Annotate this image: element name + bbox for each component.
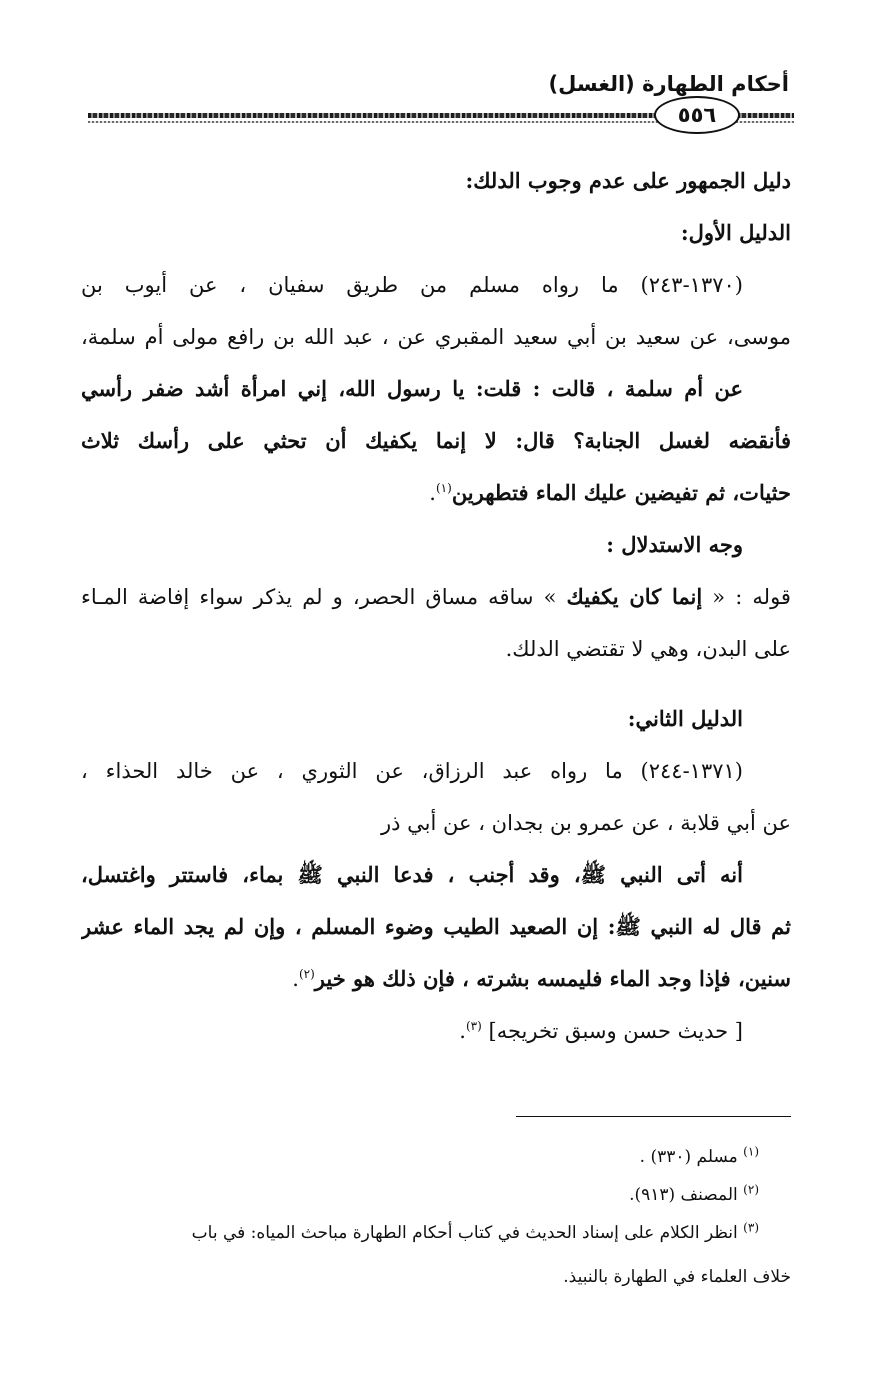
footnote-marker: (٢): [743, 1182, 759, 1197]
section-heading: دليل الجمهور على عدم وجوب الدلك:: [465, 168, 791, 193]
footnote: [81, 1138, 791, 1176]
first-proof-heading: الدليل الأول:: [680, 220, 791, 245]
inference-quote: إنما كان يكفيك: [566, 584, 703, 609]
hadith-chain-line: موسى، عن سعيد بن أبي سعيد المقبري عن ، عبد الله بن رافع مولى أم سلمة،: [81, 325, 791, 349]
footnote-text: انظر الكلام على إسناد الحديث في كتاب أحكام الطهارة مباحث المياه: في باب: [191, 1223, 738, 1243]
footnote: [81, 1214, 791, 1252]
inference-line: على البدن، وهي لا تقتضي الدلك.: [505, 637, 791, 661]
page-number: ٥٥٦: [654, 96, 740, 134]
hadith-text-line: أنه أتى النبي ﷺ، وقد أجنب ، فدعا النبي ﷺ بماء، فاستتر واغتسل،: [81, 862, 743, 887]
running-title: أحكام الطهارة (الغسل): [548, 72, 789, 96]
sentence-end: .: [459, 1019, 466, 1043]
footnote-text: مسلم (٣٣٠) .: [639, 1147, 738, 1167]
sentence-end: .: [292, 967, 299, 991]
hadith-grade-line: [81, 1005, 791, 1057]
hadith-text: سنين، فإذا وجد الماء فليمسه بشرته ، فإن ذلك هو خير: [314, 966, 791, 991]
hadith-text: حثيات، ثم تفيضين عليك الماء فتطهرين: [451, 480, 791, 505]
hadith-text-line: [81, 953, 791, 1005]
body-text: [81, 155, 791, 1057]
footnote-ref[interactable]: (٣): [465, 1019, 482, 1033]
hadith-grade: [ حديث حسن وسبق تخريجه]: [488, 1019, 743, 1043]
hadith-chain-line: عن أبي قلابة ، عن عمرو بن بجدان ، عن أبي ذر: [381, 811, 791, 835]
inference-suffix: » ساقه مساق الحصر، و لم يذكر سواء إفاضة المـاء: [81, 585, 557, 609]
sentence-end: .: [429, 481, 436, 505]
footnote-text: المصنف (٩١٣).: [629, 1185, 738, 1205]
inference-line: [81, 571, 791, 623]
footnote-ref[interactable]: (٢): [298, 967, 315, 981]
footnote-marker: (١): [743, 1144, 759, 1159]
hadith-chain-line: (١٣٧١-٢٤٤) ما رواه عبد الرزاق، عن الثوري ، عن خالد الحذاء ،: [81, 759, 743, 783]
footnote: [81, 1176, 791, 1214]
inference-prefix-text: قوله : «: [712, 585, 791, 609]
hadith-chain-line: (١٣٧٠-٢٤٣) ما رواه مسلم من طريق سفيان ، عن أيوب بن: [81, 273, 743, 297]
footnote-separator: [516, 1116, 791, 1117]
hadith-text-line: ثم قال له النبي ﷺ: إن الصعيد الطيب وضوء المسلم ، وإن لم يجد الماء عشر: [81, 914, 791, 939]
second-proof-heading: الدليل الثاني:: [627, 706, 743, 731]
hadith-text-line: عن أم سلمة ، قالت : قلت: يا رسول الله، إني امرأة أشد ضفر رأسي: [81, 376, 743, 401]
footnotes: [81, 1138, 791, 1296]
footnote-ref[interactable]: (١): [435, 481, 452, 495]
hadith-text-line: [81, 467, 791, 519]
hadith-text-line: فأنقضه لغسل الجنابة؟ قال: لا إنما يكفيك أن تحثي على رأسك ثلاث: [81, 428, 791, 453]
inference-heading: وجه الاستدلال :: [606, 532, 743, 557]
footnote-continuation: خلاف العلماء في الطهارة بالنبيذ.: [563, 1267, 791, 1287]
footnote-marker: (٣): [743, 1220, 759, 1235]
